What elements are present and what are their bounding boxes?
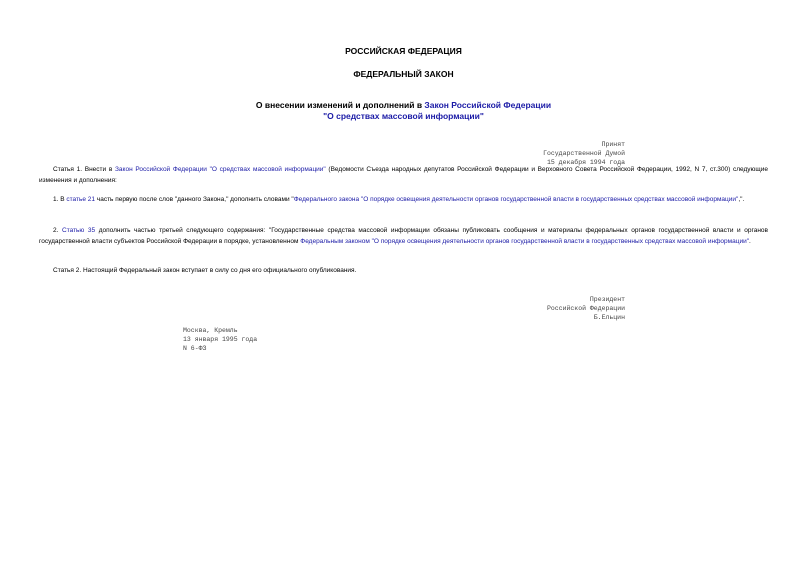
- law-link[interactable]: Закон Российской Федерации: [424, 100, 552, 110]
- country-heading: РОССИЙСКАЯ ФЕДЕРАЦИЯ: [345, 46, 462, 56]
- article-1-prefix: Статья 1. Внести в: [53, 166, 115, 173]
- item-2-federal-law-link[interactable]: Федеральным законом "О порядке освещения деятельности органов государственной власти в государственных средствах массовой информации": [300, 237, 750, 245]
- adopted-line: Принят: [601, 141, 625, 148]
- signature-name: Б.Ельцин: [593, 314, 625, 321]
- article-1-suffix: (Ведомости Съезда народных депутатов Российской Федерации и Верховного Совета Российской Федерации, 1992, N 7, ст.300) следующие изменения и дополнения:: [39, 166, 768, 184]
- date-line: 13 января 1995 года: [183, 336, 258, 343]
- signature-title: Президент: [589, 296, 625, 303]
- law-number-line: N 6-ФЗ: [183, 345, 207, 352]
- adoption-block: [480, 140, 625, 167]
- article-1: [39, 165, 768, 186]
- item-1-federal-law-link[interactable]: Федерального закона "О порядке освещения деятельности органов государственной власти в государственных средствах массовой информации": [293, 196, 739, 203]
- item-1-suffix: ,".: [738, 196, 745, 203]
- item-1: [39, 195, 768, 206]
- article-21-link[interactable]: статье 21: [66, 196, 96, 203]
- signature-block: [480, 295, 625, 322]
- signature-country: Российской Федерации: [546, 305, 625, 312]
- item-2-suffix: .: [749, 237, 751, 245]
- law-name-link[interactable]: "О средствах массовой информации": [323, 111, 484, 121]
- place-line: Москва, Кремль: [183, 327, 238, 334]
- article-2: Статья 2. Настоящий Федеральный закон вступает в силу со дня его официального опубликования.: [53, 267, 357, 274]
- document-title: [0, 100, 807, 122]
- item-2: [39, 226, 768, 247]
- article-35-link[interactable]: Статью 35: [62, 227, 96, 234]
- item-2-middle: дополнить частью третьей следующего содержания: "Государственные средства массовой информации обязаны публиковать сообщения и материалы федеральных органов государственной власти и органов государственной власти субъектов Российской Федерации в порядке, установленном: [39, 227, 768, 245]
- item-1-prefix: 1. В: [53, 196, 67, 203]
- item-2-prefix: 2.: [53, 227, 62, 234]
- article-1-mass-media-link[interactable]: "О средствах массовой информации": [209, 166, 326, 173]
- adopted-date-line: 15 декабря 1994 года: [546, 159, 625, 166]
- place-date-block: [183, 326, 257, 353]
- article-1-law-link[interactable]: Закон Российской Федерации: [115, 166, 207, 173]
- adopted-by-line: Государственной Думой: [543, 150, 625, 157]
- doc-type-heading: ФЕДЕРАЛЬНЫЙ ЗАКОН: [353, 69, 454, 79]
- item-1-middle: часть первую после слов "данного Закона," дополнить словами ": [95, 196, 294, 203]
- title-prefix: О внесении изменений и дополнений в: [255, 100, 425, 110]
